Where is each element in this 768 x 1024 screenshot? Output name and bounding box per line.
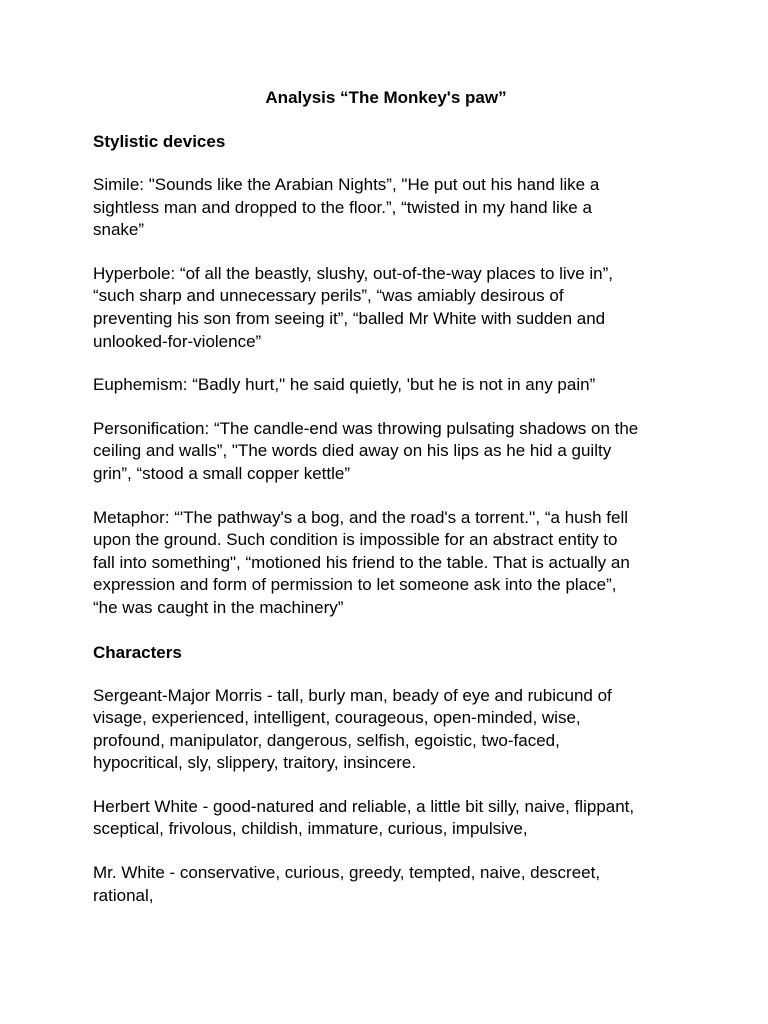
text-line: Metaphor: “'The pathway's a bog, and the road's a torrent.'', “a hush fell [93,507,629,527]
paragraph-morris [93,685,683,775]
section-stylistic-devices [93,130,683,620]
text-line: Hyperbole: “of all the beastly, slushy, out-of-the-way places to live in”, [93,263,613,283]
text-line: Herbert White - good-natured and reliable, a little bit silly, naive, flippant, [93,796,635,816]
section-heading: Stylistic devices [93,132,226,151]
paragraph-metaphor [93,507,683,620]
text-line: sceptical, frivolous, childish, immature, curious, impulsive, [93,819,528,839]
text-line: fall into something", “motioned his friend to the table. That is actually an [93,552,630,572]
paragraph-mr-white [93,862,683,907]
paragraph-euphemism [93,374,683,397]
text-line: “such sharp and unnecessary perils”, “was amiably desirous of [93,286,564,306]
text-line: Sergeant-Major Morris - tall, burly man, beady of eye and rubicund of [93,685,612,705]
text-line: sightless man and dropped to the floor.”, “twisted in my hand like a [93,197,592,217]
text-line: profound, manipulator, dangerous, selfish, egoistic, two-faced, [93,730,560,750]
text-line: preventing his son from seeing it”, “balled Mr White with sudden and [93,308,606,328]
text-line: “he was caught in the machinery” [93,597,344,617]
section-characters [93,641,683,908]
text-line: unlooked-for-violence” [93,331,262,351]
paragraph-herbert [93,796,683,841]
text-line: snake” [93,220,145,240]
text-line: rational, [93,885,154,905]
text-line: Euphemism: “Badly hurt," he said quietly, 'but he is not in any pain” [93,375,596,395]
text-line: grin”, “stood a small copper kettle” [93,463,350,483]
text-line: Simile: "Sounds like the Arabian Nights”, "He put out his hand like a [93,175,600,194]
text-line: Mr. White - conservative, curious, greedy, tempted, naive, descreet, [93,863,601,883]
text-line: visage, experienced, intelligent, courageous, open-minded, wise, [93,708,581,728]
paragraph-personification [93,418,683,486]
text-line: upon the ground. Such condition is impossible for an abstract entity to [93,530,618,550]
document-title: Analysis “The Monkey's paw” [265,88,507,107]
section-heading: Characters [93,642,182,662]
text-line: hypocritical, sly, slippery, traitory, insincere. [93,753,417,773]
document-page [93,86,683,928]
text-line: expression and form of permission to let someone ask into the place”, [93,575,617,595]
paragraph-simile [93,174,683,242]
paragraph-hyperbole [93,263,683,353]
text-line: ceiling and walls”, "The words died away on his lips as he hid a guilty [93,441,612,461]
text-line: Personification: “The candle-end was throwing pulsating shadows on the [93,418,639,438]
